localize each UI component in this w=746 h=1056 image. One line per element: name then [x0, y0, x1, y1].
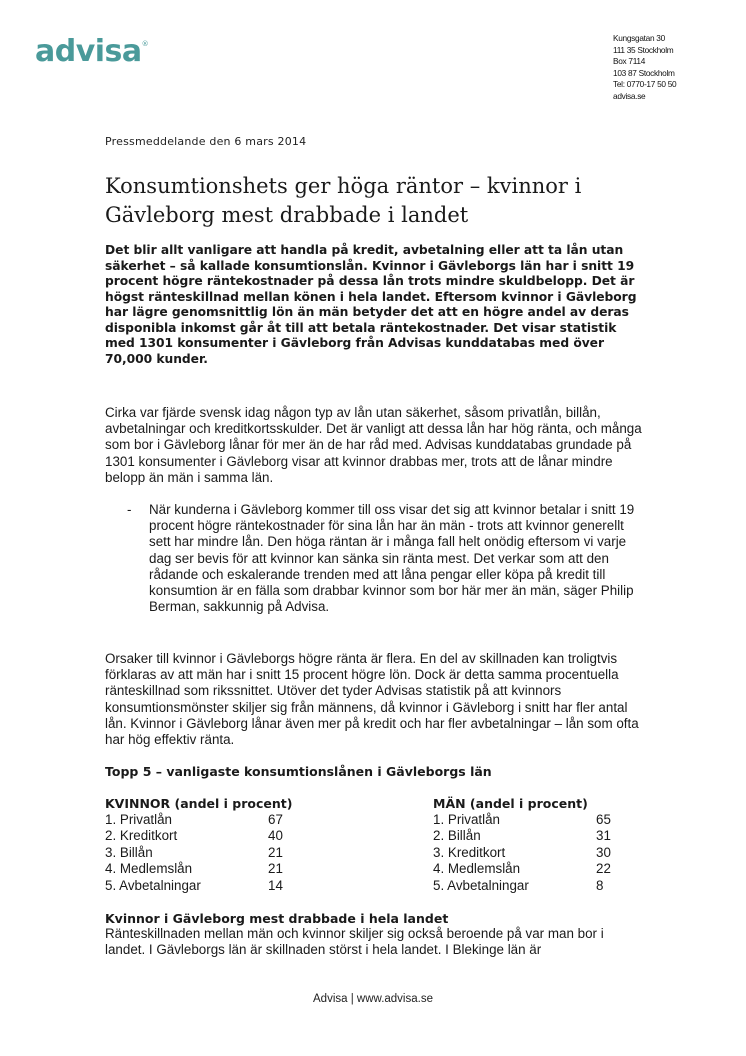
toplist-title: Topp 5 – vanligaste konsumtionslånen i Gävleborgs län [105, 764, 492, 779]
loan-share: 14 [268, 877, 283, 893]
list-item [433, 812, 633, 828]
logo-text: advisa [35, 34, 142, 69]
list-item [433, 861, 633, 877]
body-paragraph-1: Cirka var fjärde svensk idag någon typ av lån utan säkerhet, såsom privatlån, billån, avbetalningar och kreditkortsskulder. Det är vanligt att dessa lån har hög ränta, och många som bor i Gävleborg lånar för mer än de har råd med. Advisas kunddatabas grundade på 1301 konsumenter i Gävleborg visar att kvinnor drabbas mer, trots att de lånar mindre belopp än män i samma län. [105, 405, 642, 485]
quote-text: När kunderna i Gävleborg kommer till oss visar det sig att kvinnor betalar i snitt 19 procent högre räntekostnader för sina lån har än män - trots att kvinnor generellt sett har mindre lån. Den höga räntan är i många fall helt onödig eftersom vi varje dag ser bevis för att kvinnor kan sänka sin ränta mest. Det verkar som att den rådande och eskalerande trenden med att låna pengar eller köpa på kredit till konsumtion är en fälla som drabbar kvinnor som bor här mer än män, säger Philip Berman, sakkunnig på Advisa. [149, 502, 635, 615]
company-address [613, 33, 676, 103]
lead-paragraph: Det blir allt vanligare att handla på kredit, avbetalning eller att ta lån utan säkerhet – så kallade konsumtionslån. Kvinnor i Gävleborgs län har i snitt 19 procent högre räntekostnader på dessa lån trots mindre skuldbelopp. Det är högst ränteskillnad mellan könen i hela landet. Eftersom kvinnor i Gävleborg har lägre genomsnittlig lön än män betyder det att en högre andel av deras disponibla inkomst går åt till att betala räntekostnader. Det visar statistik med 1301 konsumenter i Gävleborg från Advisas kunddatabas med över 70,000 kunder. [105, 243, 637, 366]
loan-type: 1. Privatlån [105, 812, 172, 827]
address-line: 103 87 Stockholm [613, 67, 675, 78]
registered-mark: ® [141, 40, 149, 48]
loan-share: 31 [596, 828, 611, 844]
loan-share: 67 [268, 812, 283, 827]
women-list [105, 796, 305, 894]
address-line: Tel: 0770-17 50 50 [613, 79, 677, 90]
headline: Konsumtionshets ger höga räntor – kvinnor i Gävleborg mest drabbade i landet [105, 174, 582, 227]
list-item [105, 861, 305, 877]
loan-type: 2. Kreditkort [105, 828, 178, 844]
loan-type: 5. Avbetalningar [105, 877, 201, 893]
advisa-logo [35, 34, 148, 69]
body-paragraph-3: Ränteskillnaden mellan män och kvinnor skiljer sig också beroende på var man bor i landet. I Gävleborgs län är skillnaden störst i hela landet. I Blekinge län är [105, 926, 604, 958]
loan-type: 3. Kreditkort [433, 844, 506, 860]
loan-type: 4. Medlemslån [433, 861, 521, 877]
address-line: Box 7114 [613, 56, 646, 67]
list-item [105, 878, 305, 894]
loan-share: 8 [596, 877, 604, 893]
list-item [105, 828, 305, 844]
loan-share: 65 [596, 812, 611, 827]
page-footer: Advisa | www.advisa.se [313, 993, 433, 1005]
loan-share: 22 [596, 861, 611, 877]
loan-share: 40 [268, 828, 283, 844]
list-item [433, 845, 633, 861]
loan-type: 5. Avbetalningar [433, 877, 529, 893]
list-item [105, 845, 305, 861]
loan-share: 30 [596, 844, 611, 860]
body-paragraph-2: Orsaker till kvinnor i Gävleborgs högre ränta är flera. En del av skillnaden kan troligtvis förklaras av att män har i snitt 15 procent högre lön. Dock är detta samma procentuella ränteskillnad som rikssnittet. Utöver det tyder Advisas statistik på att kvinnors konsumtionsmönster skiljer sig från männens, då kvinnor i Gävleborg i snitt har fler antal lån. Kvinnor i Gävleborg lånar även mer på kredit och har fler avbetalningar – lån som ofta har hög effektiv ränta. [105, 651, 639, 748]
address-line: Kungsgatan 30 [613, 33, 665, 43]
list-item [433, 828, 633, 844]
loan-share: 21 [268, 844, 283, 860]
loan-type: 2. Billån [433, 828, 481, 844]
men-list-header: MÄN (andel i procent) [433, 796, 588, 811]
list-dash: - [127, 502, 132, 517]
address-line: advisa.se [613, 90, 646, 101]
section-subheading: Kvinnor i Gävleborg mest drabbade i hela landet [105, 911, 449, 926]
men-list [433, 796, 633, 894]
loan-type: 3. Billån [105, 844, 153, 860]
press-release-date: Pressmeddelande den 6 mars 2014 [105, 135, 307, 148]
list-item [105, 812, 305, 828]
loan-share: 21 [268, 861, 283, 877]
loan-type: 4. Medlemslån [105, 861, 193, 877]
list-item [433, 878, 633, 894]
loan-type: 1. Privatlån [433, 812, 500, 827]
women-list-header: KVINNOR (andel i procent) [105, 796, 293, 811]
address-line: 111 35 Stockholm [613, 44, 674, 55]
